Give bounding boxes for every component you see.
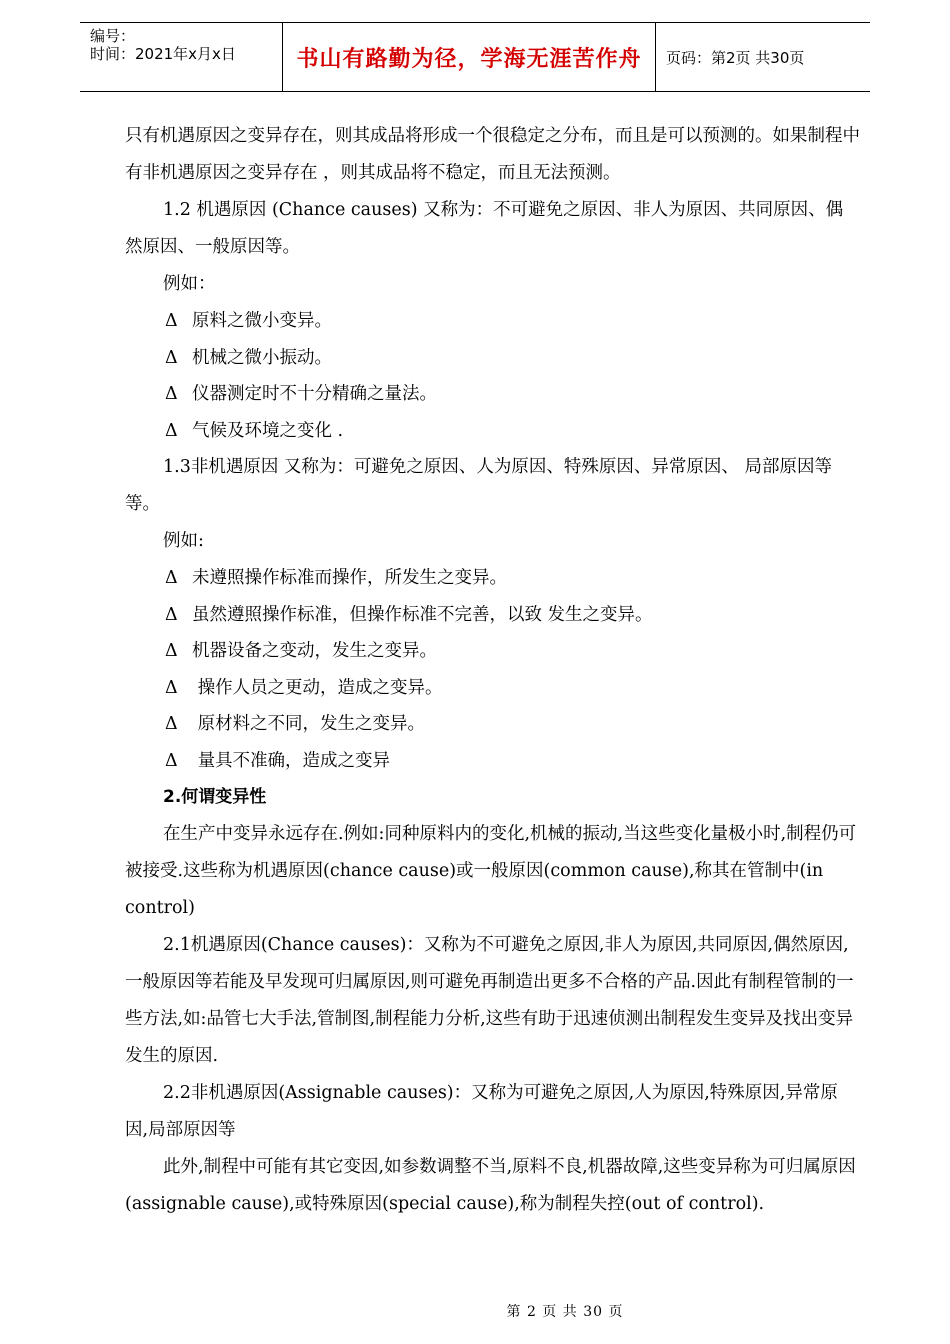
header-meta <box>80 23 283 91</box>
header-motto: 书山有路勤为径，学海无涯苦作舟 <box>283 23 656 91</box>
footer-page-number: 第 2 页 共 30 页 <box>506 1304 624 1320</box>
list-item: Δ 量具不准确，造成之变异 <box>125 743 860 780</box>
chance-causes-list <box>125 303 860 449</box>
document-body <box>125 118 860 1223</box>
delta-icon: Δ <box>165 384 178 404</box>
assignable-causes-list <box>125 560 860 779</box>
document-number-label: 编号： <box>90 27 136 45</box>
paragraph: 此外,制程中可能有其它变因,如参数调整不当,原料不良,机器故障,这些变异称为可归属原因(assignable cause),或特殊原因(special cause),称为制程失控(out of control). <box>125 1157 856 1214</box>
delta-icon: Δ <box>165 604 178 625</box>
list-item: Δ 未遵照操作标准而操作，所发生之变异。 <box>125 560 860 597</box>
page-footer <box>0 1301 950 1321</box>
delta-icon: Δ <box>165 750 178 771</box>
delta-icon: Δ <box>165 677 178 698</box>
document-date: 时间：2021年x月x日 <box>90 45 236 63</box>
header-page-code: 页码：第2页 共30页 <box>666 48 805 67</box>
delta-icon: Δ <box>165 311 178 331</box>
list-item: Δ 虽然遵照操作标准，但操作标准不完善，以致 发生之变异。 <box>125 597 860 634</box>
list-item: Δ 操作人员之更动，造成之变异。 <box>125 670 860 707</box>
paragraph-chance-causes: 1.2 机遇原因 (Chance causes) 又称为：不可避免之原因、非人为原因、共同原因、偶然原因、一般原因等。 <box>125 200 844 257</box>
paragraph: 2.1机遇原因(Chance causes)：又称为不可避免之原因,非人为原因,共同原因,偶然原因,一般原因等若能及早发现可归属原因,则可避免再制造出更多不合格的产品.因此有制程管制的一些方法,如:品管七大手法,管制图,制程能力分析,这些有助于迅速侦测出制程发生变异及找出变异发生的原因. <box>125 935 854 1066</box>
example-label: 例如: <box>163 531 204 551</box>
example-label: 例如： <box>163 274 216 294</box>
list-item: Δ 原料之微小变异。 <box>125 303 860 340</box>
list-item: Δ 机器设备之变动，发生之变异。 <box>125 633 860 670</box>
delta-icon: Δ <box>165 420 178 441</box>
page-header <box>80 22 870 92</box>
paragraph: 只有机遇原因之变异存在，则其成品将形成一个很稳定之分布，而且是可以预测的。如果制程中有非机遇原因之变异存在 ，则其成品将不稳定，而且无法预测。 <box>125 126 860 183</box>
paragraph-assignable-causes: 1.3非机遇原因 又称为：可避免之原因、人为原因、特殊原因、异常原因、 局部原因等等。 <box>125 457 832 514</box>
list-item: Δ 气候及环境之变化 . <box>125 413 860 450</box>
list-item: Δ 原材料之不同，发生之变异。 <box>125 706 860 743</box>
delta-icon: Δ <box>165 641 178 661</box>
delta-icon: Δ <box>165 568 178 588</box>
paragraph: 在生产中变异永远存在.例如:同种原料内的变化,机械的振动,当这些变化量极小时,制程仍可被接受.这些称为机遇原因(chance cause)或一般原因(common cause),称其在管制中(in control) <box>125 824 857 918</box>
paragraph: 2.2非机遇原因(Assignable causes)：又称为可避免之原因,人为原因,特殊原因,异常原因,局部原因等 <box>125 1083 838 1140</box>
list-item: Δ 仪器测定时不十分精确之量法。 <box>125 376 860 413</box>
delta-icon: Δ <box>165 347 178 368</box>
list-item: Δ 机械之微小振动。 <box>125 340 860 377</box>
section-heading: 2.何谓变异性 <box>163 787 267 807</box>
delta-icon: Δ <box>165 714 178 734</box>
